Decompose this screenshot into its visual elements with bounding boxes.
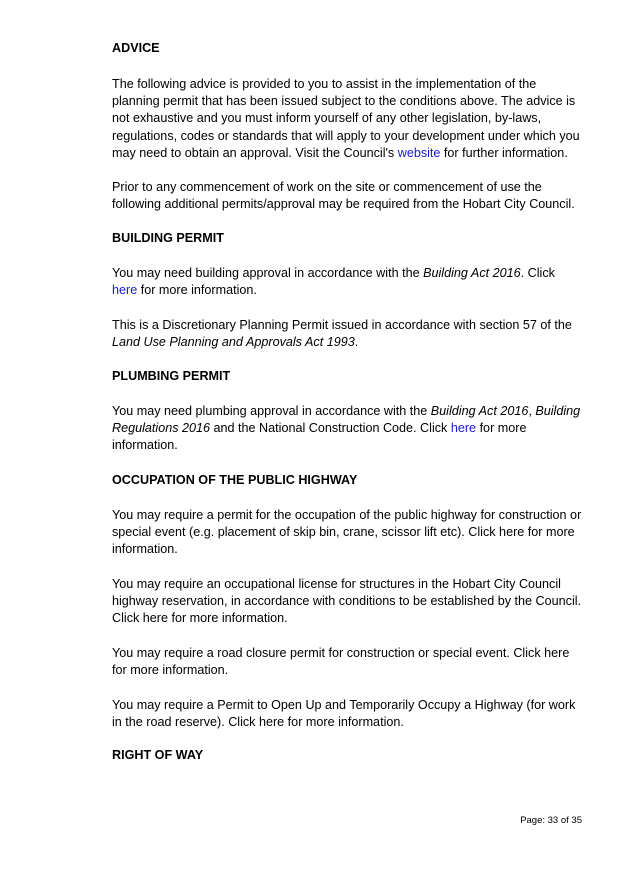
page-number: Page: 33 of 35 — [520, 815, 582, 826]
advice-heading: ADVICE — [112, 41, 160, 55]
building-permit-heading: BUILDING PERMIT — [112, 231, 224, 245]
building-paragraph-2: This is a Discretionary Planning Permit issued in accordance with section 57 of the Land Use Planning and Approvals Act 1993. — [112, 318, 572, 350]
plumbing-paragraph-1: You may need plumbing approval in accordance with the Building Act 2016, Building Regulations 2016 and the National Construction Code. Click here for more information. — [112, 404, 581, 453]
plumbing-permit-heading: PLUMBING PERMIT — [112, 369, 231, 383]
advice-paragraph-1: The following advice is provided to you to assist in the implementation of the planning permit that has been issued subject to the conditions above. The advice is not exhaustive and you must inform yourself of any other legislation, by-laws, regulations, codes or standards that will apply to your development under which you may need to obtain an approval. Visit the Council's website for further information. — [112, 77, 580, 160]
highway-paragraph-2: You may require an occupational license for structures in the Hobart City Council highway reservation, in accordance with conditions to be established by the Council. Click here for more information. — [112, 577, 582, 626]
right-of-way-heading: RIGHT OF WAY — [112, 748, 204, 762]
highway-paragraph-3: You may require a road closure permit for construction or special event. Click here for more information. — [112, 646, 570, 678]
building-here-link[interactable]: here — [112, 283, 138, 298]
plumbing-here-link[interactable]: here — [450, 421, 477, 436]
website-link[interactable]: website — [397, 145, 441, 160]
building-paragraph-1: You may need building approval in accordance with the Building Act 2016. Click here for more information. — [112, 266, 555, 298]
advice-paragraph-2: Prior to any commencement of work on the site or commencement of use the following additional permits/approval may be required from the Hobart City Council. — [112, 180, 575, 212]
highway-heading: OCCUPATION OF THE PUBLIC HIGHWAY — [112, 473, 358, 487]
highway-paragraph-4: You may require a Permit to Open Up and Temporarily Occupy a Highway (for work in the road reserve). Click here for more information. — [112, 698, 576, 730]
highway-paragraph-1: You may require a permit for the occupation of the public highway for construction or special event (e.g. placement of skip bin, crane, scissor lift etc). Click here for more information. — [112, 508, 582, 557]
